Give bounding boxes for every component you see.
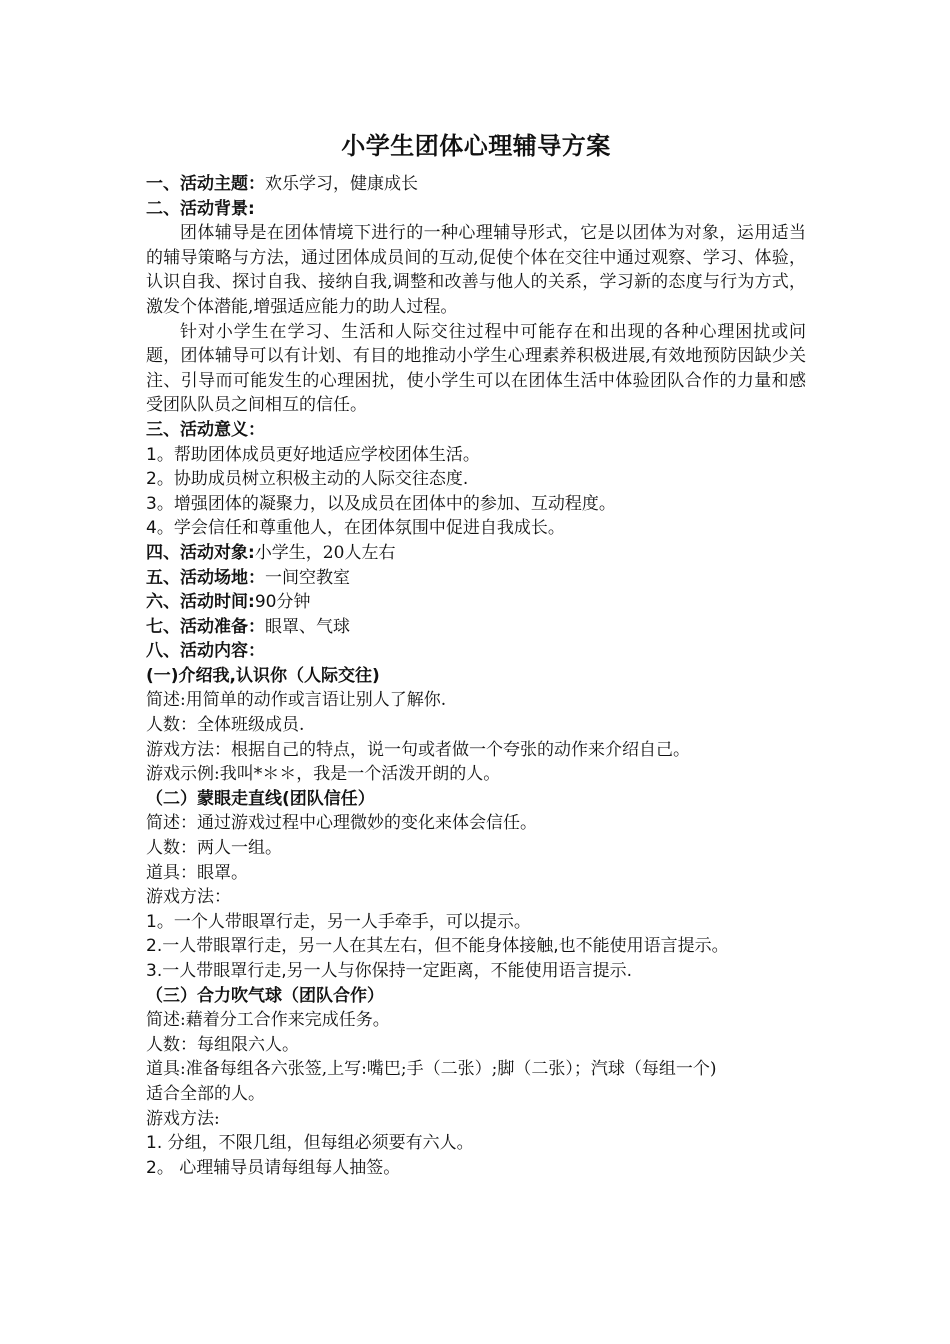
significance-item: 2。协助成员树立积极主动的人际交往态度. — [146, 469, 469, 490]
venue-label: 五、活动场地： — [146, 567, 265, 588]
section-2-line: 道具：眼罩。 — [146, 862, 248, 883]
section-1-line: 游戏示例:我叫*＊＊，我是一个活泼开朗的人。 — [146, 764, 501, 785]
significance-label: 三、活动意义： — [146, 419, 265, 440]
section-2-line: 简述：通过游戏过程中心理微妙的变化来体会信任。 — [146, 813, 537, 834]
section-2-line: 人数：两人一组。 — [146, 838, 282, 859]
section-1-line: 人数：全体班级成员. — [146, 715, 305, 736]
section-2-line: 游戏方法： — [146, 887, 231, 908]
significance-heading — [146, 418, 806, 443]
background-paragraph-2: 针对小学生在学习、生活和人际交往过程中可能存在和出现的各种心理困扰或问题，团体辅导可以有计划、有目的地推动小学生心理素养积极进展,有效地预防因缺少关注、引导而可能发生的心理困扰，使小学生可以在团体生活中体验团队合作的力量和感受团队队员之间相互的信任。 — [146, 321, 806, 416]
section-1-line: 简述:用简单的动作或言语让别人了解你. — [146, 690, 447, 711]
preparation-line — [146, 615, 806, 640]
preparation-label: 七、活动准备： — [146, 616, 265, 637]
target-line — [146, 541, 806, 566]
section-3-line: 游戏方法: — [146, 1108, 220, 1129]
venue-value: 一间空教室 — [265, 567, 350, 588]
section-2-line: 2.一人带眼罩行走，另一人在其左右，但不能身体接触,也不能使用语言提示。 — [146, 936, 729, 957]
theme-line — [146, 172, 806, 197]
section-3-line: 适合全部的人。 — [146, 1083, 265, 1104]
section-3-line: 1. 分组，不限几组，但每组必须要有六人。 — [146, 1133, 474, 1154]
document-page — [146, 128, 806, 1180]
target-value: 小学生，20人左右 — [254, 542, 396, 563]
time-line — [146, 590, 806, 615]
significance-item: 4。学会信任和尊重他人，在团体氛围中促进自我成长。 — [146, 518, 565, 539]
content-label: 八、活动内容： — [146, 641, 265, 662]
time-value: 90分钟 — [254, 592, 311, 613]
significance-item: 1。帮助团体成员更好地适应学校团体生活。 — [146, 444, 480, 465]
venue-line — [146, 566, 806, 591]
section-1-line: 游戏方法：根据自己的特点，说一句或者做一个夸张的动作来介绍自己。 — [146, 739, 690, 760]
background-label: 二、活动背景: — [146, 198, 255, 219]
theme-value: 欢乐学习，健康成长 — [265, 174, 418, 194]
section-3-heading: （三）合力吹气球（团队合作） — [146, 985, 384, 1006]
significance-item: 3。增强团体的凝聚力，以及成员在团体中的参加、互动程度。 — [146, 493, 616, 514]
theme-label: 一、活动主题： — [146, 174, 265, 194]
section-2-line: 3.一人带眼罩行走,另一人与你保持一定距离，不能使用语言提示. — [146, 961, 633, 981]
section-2-heading: （二）蒙眼走直线(团队信任） — [146, 788, 375, 809]
background-heading — [146, 197, 806, 222]
section-3-line: 简述:藉着分工合作来完成任务。 — [146, 1010, 390, 1031]
section-2-line: 1。一个人带眼罩行走，另一人手牵手，可以提示。 — [146, 911, 531, 932]
background-paragraph-1: 团体辅导是在团体情境下进行的一种心理辅导形式，它是以团体为对象，运用适当的辅导策略与方法，通过团体成员间的互动,促使个体在交往中通过观察、学习、体验，认识自我、探讨自我、接纳自我,调整和改善与他人的关系，学习新的态度与行为方式，激发个体潜能,增强适应能力的助人过程。 — [146, 223, 806, 317]
section-3-line: 道具:准备每组各六张签,上写:嘴巴;手（二张）;脚（二张）；汽球（每组一个) — [146, 1059, 717, 1080]
target-label: 四、活动对象: — [146, 542, 255, 563]
section-3-line: 人数：每组限六人。 — [146, 1034, 299, 1055]
section-3-line: 2。 心理辅导员请每组每人抽签。 — [146, 1157, 401, 1178]
section-1-heading: (一)介绍我,认识你（人际交往) — [146, 665, 380, 686]
document-title: 小学生团体心理辅导方案 — [341, 132, 611, 160]
content-heading — [146, 639, 806, 664]
preparation-value: 眼罩、气球 — [265, 616, 350, 637]
time-label: 六、活动时间: — [146, 592, 255, 613]
